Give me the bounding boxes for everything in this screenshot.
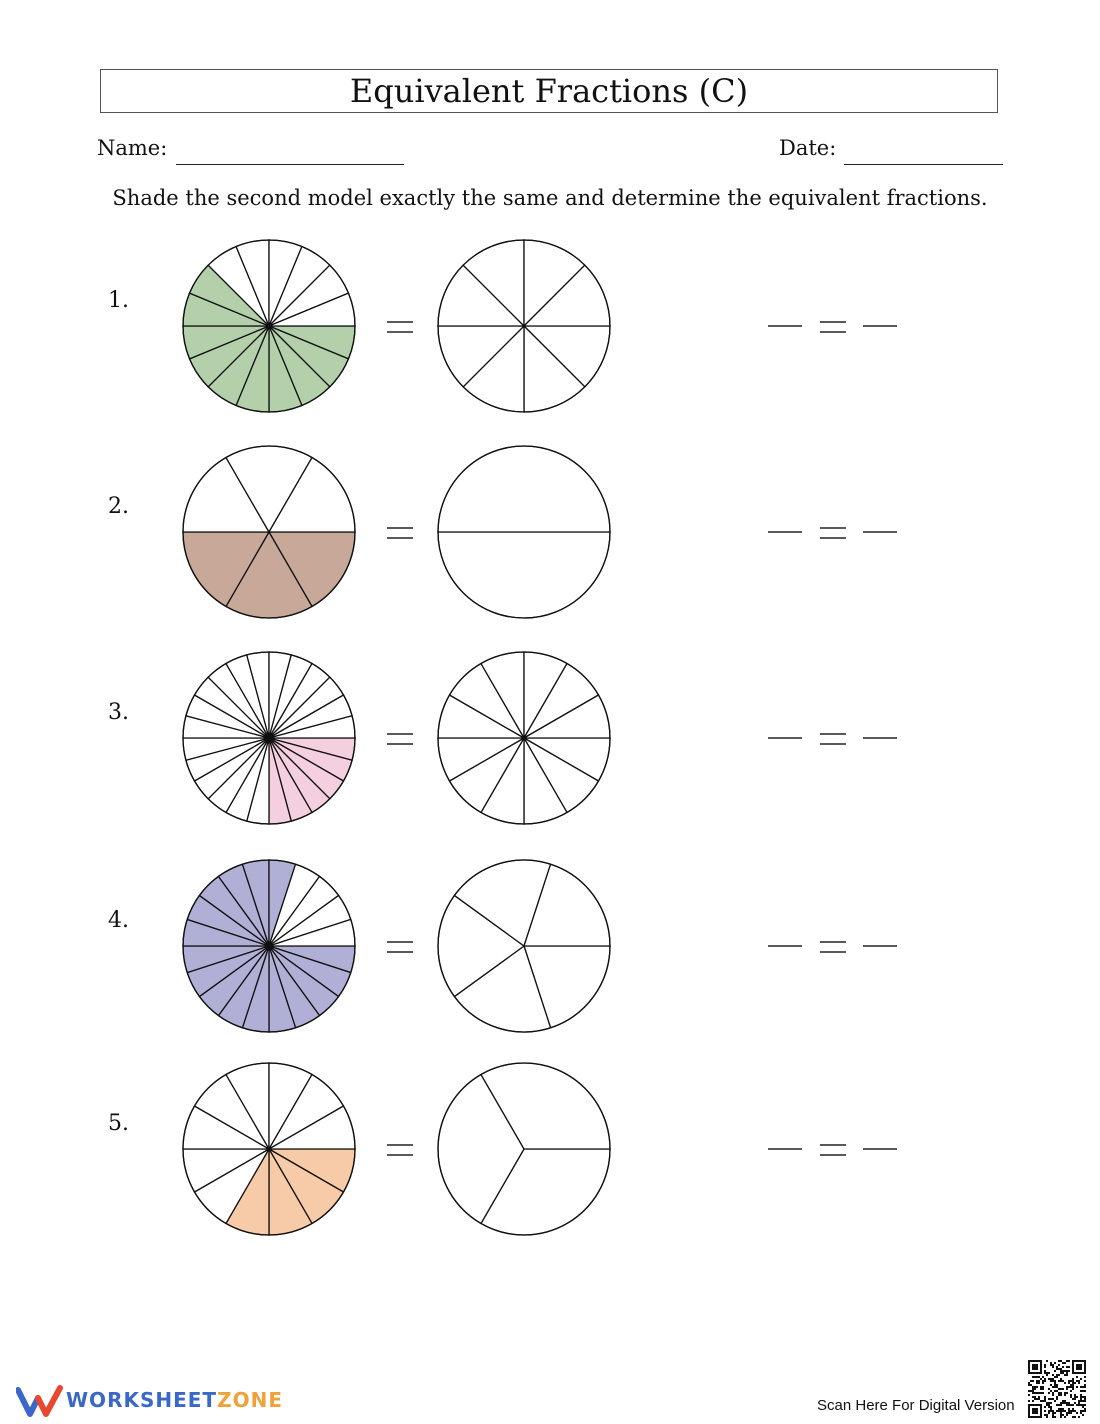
first-fraction-answer[interactable]	[768, 944, 802, 948]
scan-caption: Scan Here For Digital Version	[817, 1397, 1015, 1414]
shaded-fraction-model[interactable]	[181, 650, 357, 826]
blank-fraction-model[interactable]	[436, 444, 612, 620]
blank-fraction-model[interactable]	[436, 858, 612, 1034]
brand-name-part1: WORKSHEET	[66, 1388, 218, 1412]
worksheet-title: Equivalent Fractions (C)	[100, 69, 998, 113]
brand-name	[66, 1388, 283, 1412]
qr-code-icon[interactable]	[1028, 1360, 1086, 1418]
shaded-fraction-model[interactable]	[181, 444, 357, 620]
problem-row	[0, 446, 1100, 626]
problem-row	[0, 1063, 1100, 1243]
equals-sign	[387, 732, 413, 746]
second-fraction-answer[interactable]	[863, 736, 897, 740]
problem-number: 1.	[108, 288, 129, 313]
brand-name-part2: ZONE	[217, 1388, 283, 1412]
name-field[interactable]	[176, 164, 404, 165]
equals-sign	[387, 940, 413, 954]
equals-sign	[387, 320, 413, 334]
instructions: Shade the second model exactly the same and determine the equivalent fractions.	[112, 186, 988, 210]
blank-fraction-model[interactable]	[436, 1061, 612, 1237]
second-fraction-answer[interactable]	[863, 530, 897, 534]
problem-row	[0, 240, 1100, 420]
blank-fraction-model[interactable]	[436, 650, 612, 826]
problem-row	[0, 652, 1100, 832]
first-fraction-answer[interactable]	[768, 530, 802, 534]
answer-equals-sign	[820, 1143, 846, 1157]
name-label: Name:	[97, 136, 168, 160]
pie-slice[interactable]	[438, 532, 610, 618]
date-label: Date:	[779, 136, 837, 160]
problem-number: 2.	[108, 494, 129, 519]
pie-slice[interactable]	[438, 446, 610, 532]
shaded-fraction-model[interactable]	[181, 1061, 357, 1237]
blank-fraction-model[interactable]	[436, 238, 612, 414]
shaded-fraction-model[interactable]	[181, 858, 357, 1034]
answer-equals-sign	[820, 732, 846, 746]
problem-number: 5.	[108, 1111, 129, 1136]
equals-sign	[387, 1143, 413, 1157]
first-fraction-answer[interactable]	[768, 324, 802, 328]
equals-sign	[387, 526, 413, 540]
second-fraction-answer[interactable]	[863, 944, 897, 948]
answer-equals-sign	[820, 526, 846, 540]
problem-row	[0, 860, 1100, 1040]
problem-number: 3.	[108, 700, 129, 725]
second-fraction-answer[interactable]	[863, 1147, 897, 1151]
first-fraction-answer[interactable]	[768, 1147, 802, 1151]
date-field[interactable]	[844, 164, 1003, 165]
shaded-fraction-model[interactable]	[181, 238, 357, 414]
problem-number: 4.	[108, 908, 129, 933]
answer-equals-sign	[820, 940, 846, 954]
first-fraction-answer[interactable]	[768, 736, 802, 740]
answer-equals-sign	[820, 320, 846, 334]
second-fraction-answer[interactable]	[863, 324, 897, 328]
